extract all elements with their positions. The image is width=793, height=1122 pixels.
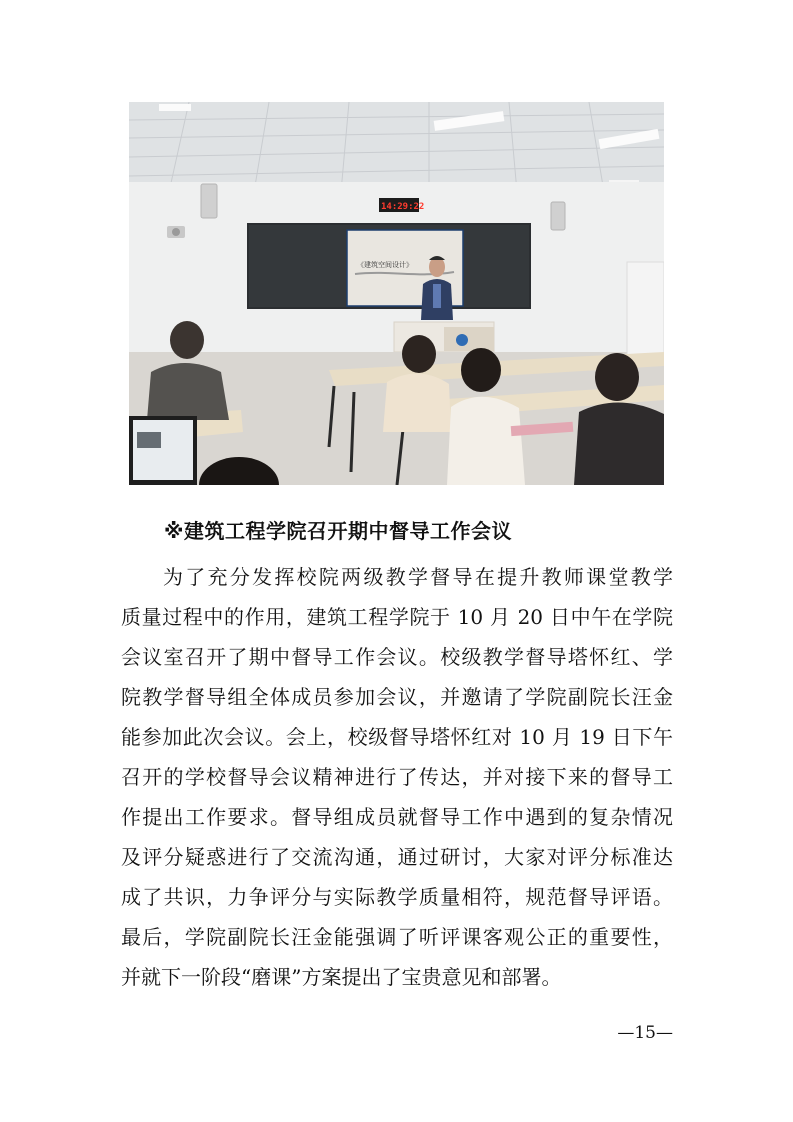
- paragraph-line: 作提出工作要求。督导组成员就督导工作中遇到的复杂情况: [121, 805, 673, 829]
- article-body: [121, 557, 673, 997]
- clock-reading: 14:29:22: [381, 202, 425, 212]
- article-heading: ※建筑工程学院召开期中督导工作会议: [164, 519, 512, 543]
- paragraph-line: 成了共识，力争评分与实际教学质量相符，规范督导评语。: [121, 885, 673, 909]
- paragraph-line: 院教学督导组全体成员参加会议，并邀请了学院副院长汪金: [121, 685, 673, 709]
- classroom-meeting-photo-icon: [129, 102, 664, 485]
- meeting-photo: [129, 102, 664, 485]
- paragraph-line: 能参加此次会议。会上，校级督导塔怀红对 10 月 19 日下午: [121, 725, 673, 749]
- paragraph-line: 并就下一阶段“磨课”方案提出了宝贵意见和部署。: [121, 965, 562, 989]
- slide-title: 《建筑空间设计》: [357, 261, 413, 269]
- paragraph-line: 质量过程中的作用，建筑工程学院于 10 月 20 日中午在学院: [121, 605, 673, 629]
- page-number: —15—: [617, 1023, 673, 1043]
- paragraph-line: 为了充分发挥校院两级教学督导在提升教师课堂教学: [163, 565, 673, 589]
- paragraph-line: 会议室召开了期中督导工作会议。校级教学督导塔怀红、学: [121, 645, 673, 669]
- paragraph-line: 召开的学校督导会议精神进行了传达，并对接下来的督导工: [121, 765, 673, 789]
- paragraph-line: 最后，学院副院长汪金能强调了听评课客观公正的重要性，: [121, 925, 673, 949]
- paragraph-line: 及评分疑惑进行了交流沟通，通过研讨，大家对评分标准达: [121, 845, 673, 869]
